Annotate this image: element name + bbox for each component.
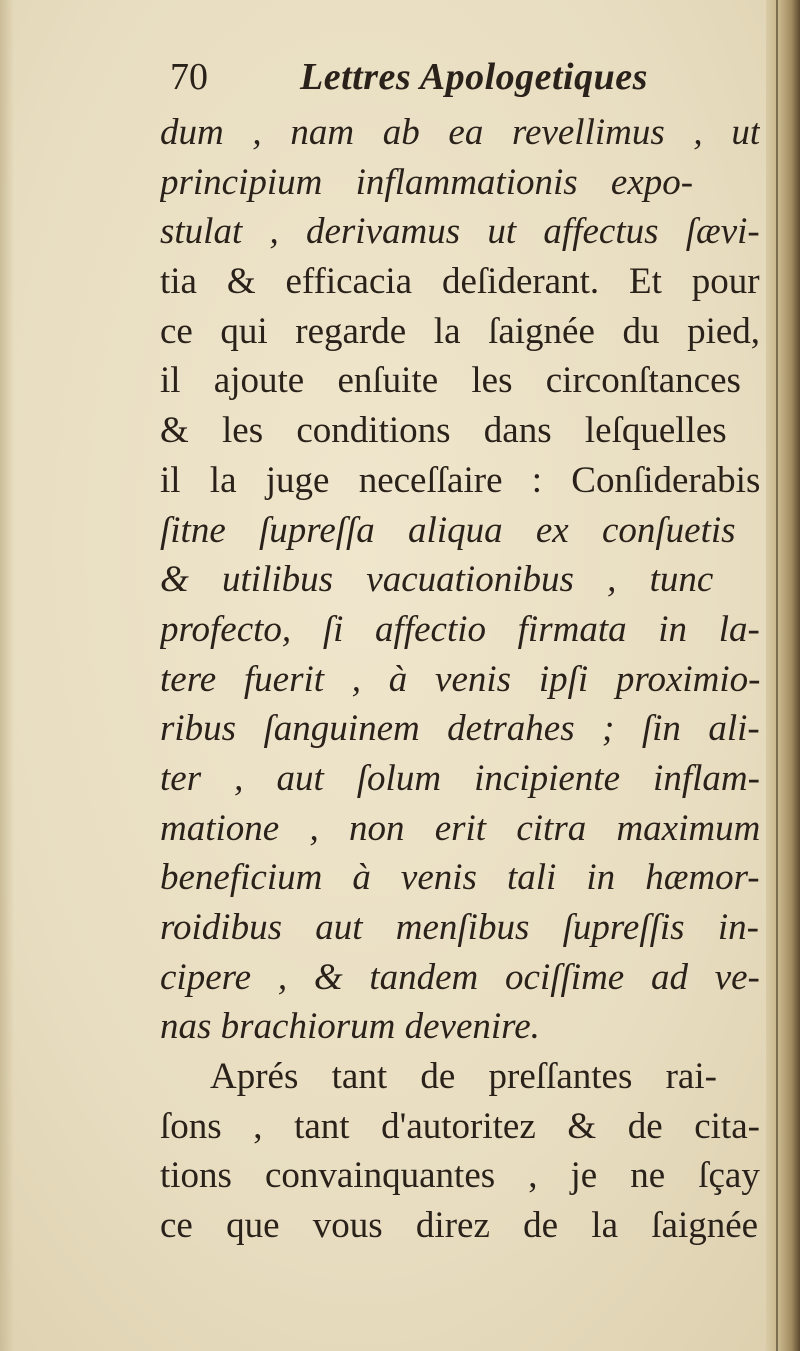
body-text (160, 108, 760, 1251)
page-number: 70 (170, 56, 208, 98)
text-line: tions convainquantes , je ne ſçay (160, 1155, 760, 1197)
text-line: stulat , derivamus ut affectus ſævi- (160, 211, 760, 253)
text-line: ter , aut ſolum incipiente inflam- (160, 757, 760, 799)
running-head: Lettres Apologetiques (300, 56, 648, 98)
text-line: dum , nam ab ea revellimus , ut (160, 112, 760, 153)
text-line: nas brachiorum devenire. (160, 1006, 540, 1048)
text-line: ſitne ſupreſſa aliqua ex conſuetis (160, 509, 736, 551)
text-line: il ajoute enſuite les circonſtances (160, 360, 741, 402)
text-line: Aprés tant de preſſantes rai- (210, 1056, 717, 1098)
text-line: roidibus aut menſibus ſupreſſis in- (160, 907, 759, 948)
text-line: tia & efficacia deſiderant. Et pour (160, 261, 760, 303)
binding-line (776, 0, 778, 1351)
text-line: matione , non erit citra maximum (160, 807, 760, 849)
page-header (170, 55, 760, 103)
text-line: ſons , tant d'autoritez & de cita- (160, 1105, 760, 1147)
text-line: ce qui regarde la ſaignée du pied, (160, 310, 760, 352)
text-line: cipere , & tandem ociſſime ad ve- (160, 956, 760, 998)
text-line: tere fuerit , à venis ipſi proximio- (160, 658, 760, 700)
text-line: ribus ſanguinem detrahes ; ſin ali- (160, 708, 760, 750)
text-line: & les conditions dans leſquelles (160, 410, 727, 452)
text-line: ce que vous direz de la ſaignée (160, 1205, 759, 1247)
text-line: il la juge neceſſaire : Conſiderabis (160, 459, 760, 501)
text-line: profecto, ſi affectio firmata in la- (160, 608, 760, 650)
page-gutter (766, 0, 800, 1351)
text-line: & utilibus vacuationibus , tunc (160, 559, 714, 601)
text-line: beneficium à venis tali in hæmor- (160, 857, 760, 899)
text-line: principium inflammationis expo- (160, 161, 694, 203)
page-left-edge (0, 0, 14, 1351)
